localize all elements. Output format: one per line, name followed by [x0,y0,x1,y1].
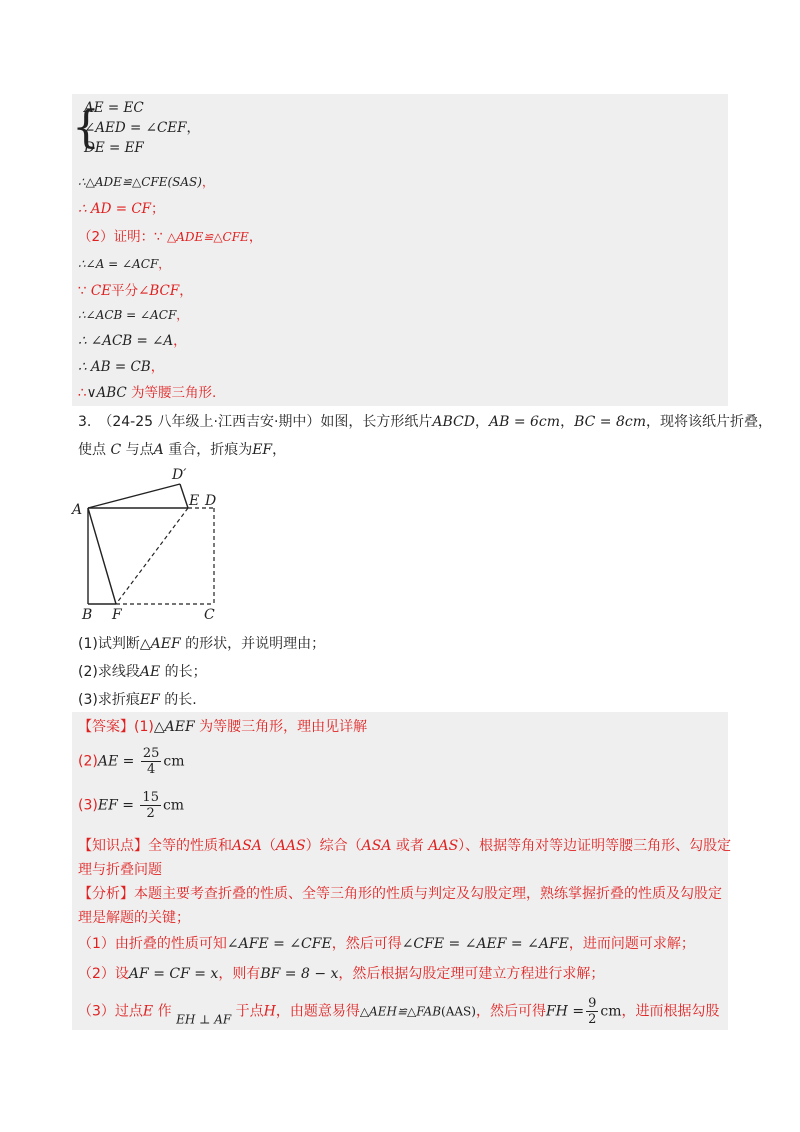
proof-line-10: ∴ ∠ACB = ∠A， [78,333,187,349]
proof-line-12: ∴∨ABC 为等腰三角形. [78,385,217,401]
proof-line-5: ∴ AD = CF； [78,201,165,217]
analysis-step-3: （3）过点E 作 EH ⊥ AF 于点H，由题意易得△AEH≌△FAB(AAS)，然后可得FH = $\frac{9}{2}$ cm，进而根据勾股 [78,996,720,1027]
proof-line-7: ∴∠A = ∠ACF， [78,257,171,271]
proof-line-8: ∵ CE平分∠BCF， [78,283,193,299]
label-C: C [204,607,215,622]
question-3: (3)求折痕EF 的长. [78,692,197,708]
proof-line-4: ∴△ADE≌△CFE(SAS)， [78,175,214,189]
analysis-step-2: （2）设AF = CF = x，则有BF = 8 − x，然后根据勾股定理可建立方程进行求解； [78,966,605,982]
folded-rectangle-figure [70,462,240,622]
solution-block-top [72,94,728,406]
label-E: E [189,493,200,509]
proof-line-9: ∴∠ACB = ∠ACF， [78,308,189,322]
system-eq-2: ∠AED = ∠CEF， [84,120,200,136]
answer-3: (3)EF = $\frac{15}{2}$ cm [78,790,185,821]
answer-1: 【答案】(1)△AEF 为等腰三角形，理由见详解 [78,719,368,735]
label-F: F [112,607,122,622]
label-A: A [72,502,83,518]
problem-3-line-1: 3. （24-25 八年级上·江西吉安·期中）如图，长方形纸片ABCD，AB = 6cm，BC = 8cm，现将该纸片折叠， [78,414,772,430]
analysis-step-1: （1）由折叠的性质可知∠AFE = ∠CFE，然后可得∠CFE = ∠AEF = ∠AFE，进而问题可求解； [78,936,695,952]
system-brace: { [72,102,100,153]
proof-line-6: （2）证明：∵ △ADE≌△CFE， [78,229,263,245]
answer-2: (2)AE = $\frac{25}{4}$ cm [78,746,185,777]
knowledge-point-line-1: 【知识点】全等的性质和ASA（AAS）综合（ASA 或者 AAS）、根据等角对等边证明等腰三角形、勾股定 [78,838,732,854]
problem-3-line-2: 使点 C 与点A 重合，折痕为EF， [78,442,287,458]
label-D: D [205,493,217,509]
label-B: B [82,607,93,622]
analysis-line-2: 理是解题的关键； [78,910,190,926]
knowledge-point-line-2: 理与折叠问题 [78,862,162,878]
proof-line-11: ∴ AB = CB， [78,359,165,375]
system-eq-1: AE = EC [84,100,144,116]
analysis-line-1: 【分析】本题主要考查折叠的性质、全等三角形的性质与判定及勾股定理，熟练掌握折叠的性质及勾股定 [78,886,722,902]
question-1: (1)试判断△AEF 的形状，并说明理由； [78,636,326,652]
label-D-prime: D′ [172,467,187,483]
question-2: (2)求线段AE 的长； [78,664,207,680]
system-eq-3: DE = EF [84,140,144,156]
